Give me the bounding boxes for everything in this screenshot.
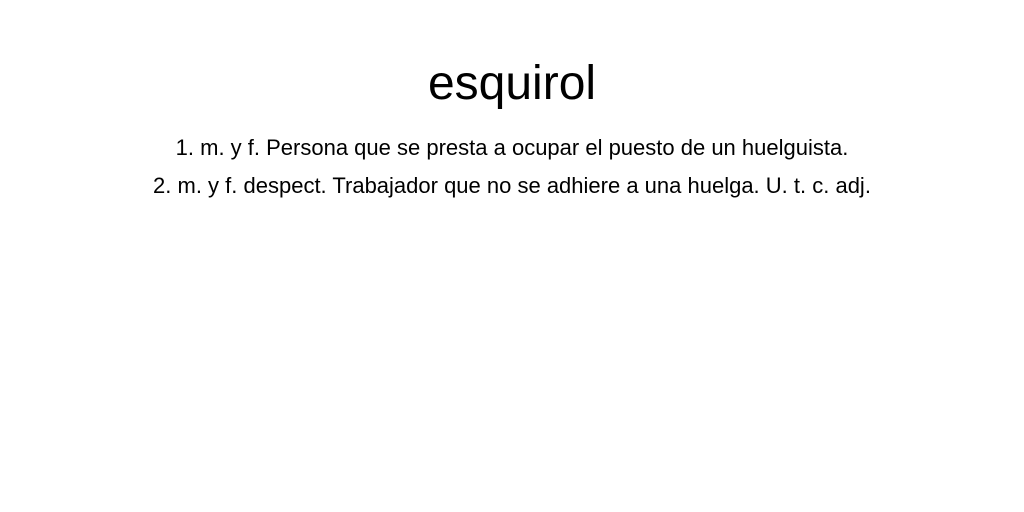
definition-list (0, 129, 1024, 205)
definition-1: 1. m. y f. Persona que se presta a ocupar el puesto de un huelguista. (175, 135, 849, 160)
headword: esquirol (427, 57, 597, 110)
definition-2: 2. m. y f. despect. Trabajador que no se adhiere a una huelga. U. t. c. adj. (153, 173, 871, 198)
